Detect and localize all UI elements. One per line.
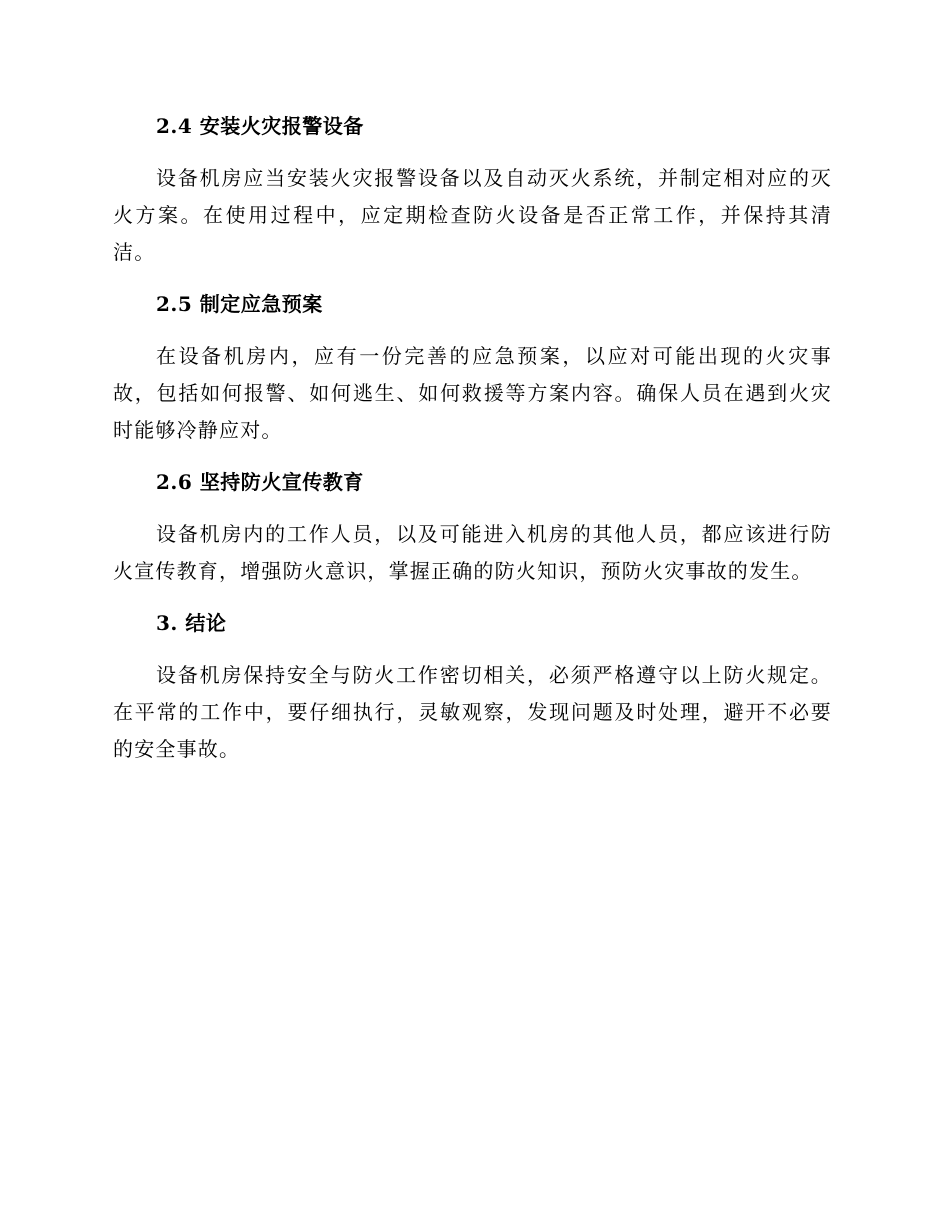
section-heading-conclusion: 3. 结论 xyxy=(156,611,227,635)
section-paragraph-conclusion: 设备机房保持安全与防火工作密切相关，必须严格遵守以上防火规定。在平常的工作中，要仔细执行，灵敏观察，发现问题及时处理，避开不必要的安全事故。 xyxy=(113,663,832,761)
section-paragraph-2-5: 在设备机房内，应有一份完善的应急预案，以应对可能出现的火灾事故，包括如何报警、如何逃生、如何救援等方案内容。确保人员在遇到火灾时能够冷静应对。 xyxy=(113,344,832,442)
section-paragraph-2-6: 设备机房内的工作人员，以及可能进入机房的其他人员，都应该进行防火宣传教育，增强防火意识，掌握正确的防火知识，预防火灾事故的发生。 xyxy=(113,522,832,583)
section-heading-2-6: 2.6 坚持防火宣传教育 xyxy=(156,470,364,494)
section-paragraph-2-4: 设备机房应当安装火灾报警设备以及自动灭火系统，并制定相对应的灭火方案。在使用过程中，应定期检查防火设备是否正常工作，并保持其清洁。 xyxy=(113,166,832,264)
section-heading-2-4: 2.4 安装火灾报警设备 xyxy=(156,114,364,138)
section-heading-2-5: 2.5 制定应急预案 xyxy=(156,292,323,316)
